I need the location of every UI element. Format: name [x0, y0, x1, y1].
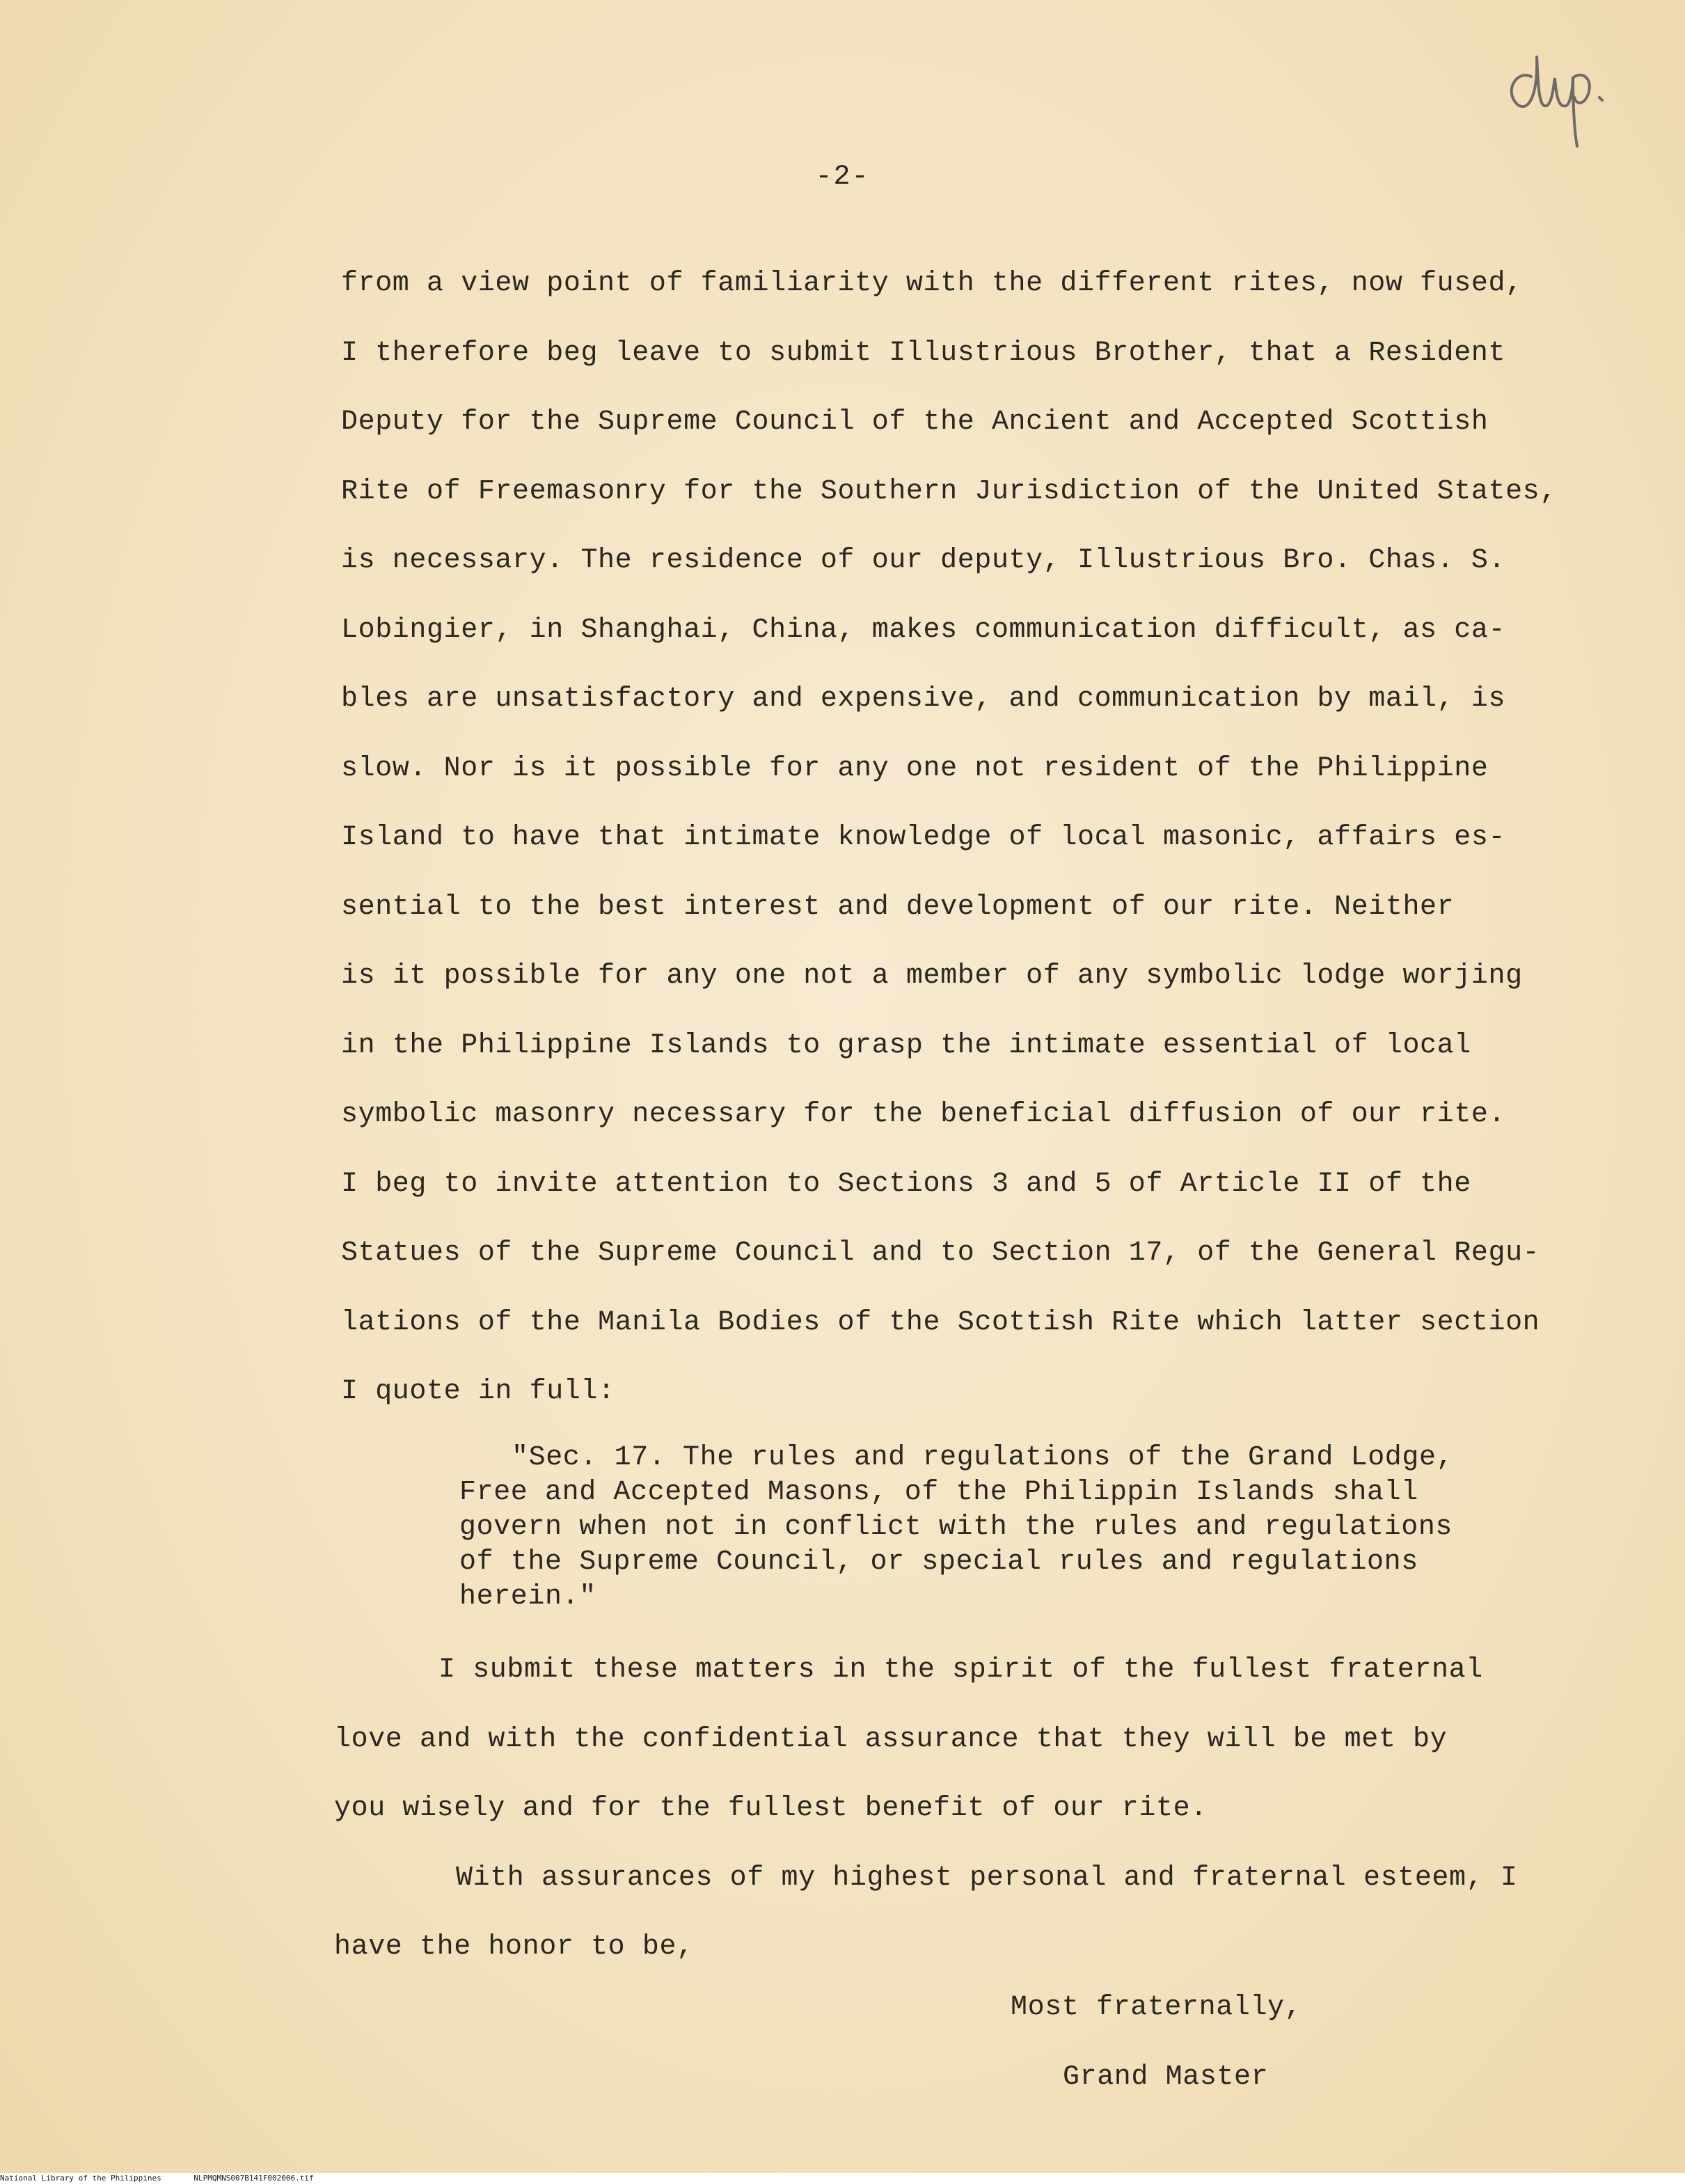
page-number: -2-	[815, 161, 870, 193]
closing-line: I submit these matters in the spirit of the fullest fraternal	[438, 1654, 1483, 1686]
quoted-regulation	[459, 1441, 1503, 1615]
body-line: in the Philippine Islands to grasp the intimate essential of local	[341, 1029, 1471, 1061]
body-line: I therefore beg leave to submit Illustrious Brother, that a Resident	[341, 337, 1506, 369]
letter-body	[341, 263, 1594, 1441]
body-line: sential to the best interest and development of our rite. Neither	[341, 891, 1455, 923]
quote-line: of the Supreme Council, or special rules and regulations	[459, 1546, 1418, 1578]
body-line: Lobingier, in Shanghai, China, makes communication difficult, as ca-	[341, 614, 1506, 646]
quote-line: govern when not in conflict with the rules and regulations	[459, 1512, 1453, 1543]
signoff: Most fraternally,	[1011, 1992, 1302, 2023]
body-line: I quote in full:	[341, 1376, 615, 1407]
body-line: is necessary. The residence of our deputy, Illustrious Bro. Chas. S.	[341, 545, 1506, 576]
closing-paragraphs	[334, 1649, 1601, 1996]
body-line: Rite of Freemasonry for the Southern Jurisdiction of the United States,	[341, 475, 1557, 507]
body-line: Island to have that intimate knowledge of local masonic, affairs es-	[341, 822, 1506, 853]
body-line: from a view point of familiarity with the different rites, now fused,	[341, 268, 1523, 299]
quote-line: "Sec. 17. The rules and regulations of the Grand Lodge,	[512, 1442, 1454, 1473]
quote-line: herein."	[459, 1581, 596, 1613]
closing-line: love and with the confidential assurance that they will be met by	[334, 1723, 1448, 1755]
footer-library: National Library of the Philippines	[0, 2174, 161, 2183]
body-line: slow. Nor is it possible for any one not resident of the Philippine	[341, 752, 1489, 784]
quote-line: Free and Accepted Masons, of the Philippin Islands shall	[459, 1477, 1418, 1508]
signer-title: Grand Master	[1063, 2062, 1269, 2093]
body-line: Deputy for the Supreme Council of the Ancient and Accepted Scottish	[341, 406, 1489, 438]
body-line: Statues of the Supreme Council and to Section 17, of the General Regu-	[341, 1237, 1540, 1269]
body-line: is it possible for any one not a member of any symbolic lodge worjing	[341, 960, 1523, 992]
body-line: lations of the Manila Bodies of the Scottish Rite which latter section	[341, 1306, 1540, 1338]
body-line: bles are unsatisfactory and expensive, and communication by mail, is	[341, 683, 1506, 715]
body-line: I beg to invite attention to Sections 3 and 5 of Article II of the	[341, 1168, 1471, 1200]
closing-line: With assurances of my highest personal and fraternal esteem, I	[456, 1862, 1518, 1894]
handwritten-note-dup	[1496, 28, 1636, 153]
closing-line: you wisely and for the fullest benefit of our rite.	[334, 1793, 1208, 1824]
footer-file-id: NLPMQMNS007B141F002006.tif	[193, 2174, 314, 2183]
scan-footer	[0, 2173, 1685, 2184]
body-line: symbolic masonry necessary for the beneficial diffusion of our rite.	[341, 1099, 1506, 1130]
closing-line: have the honor to be,	[334, 1931, 694, 1963]
